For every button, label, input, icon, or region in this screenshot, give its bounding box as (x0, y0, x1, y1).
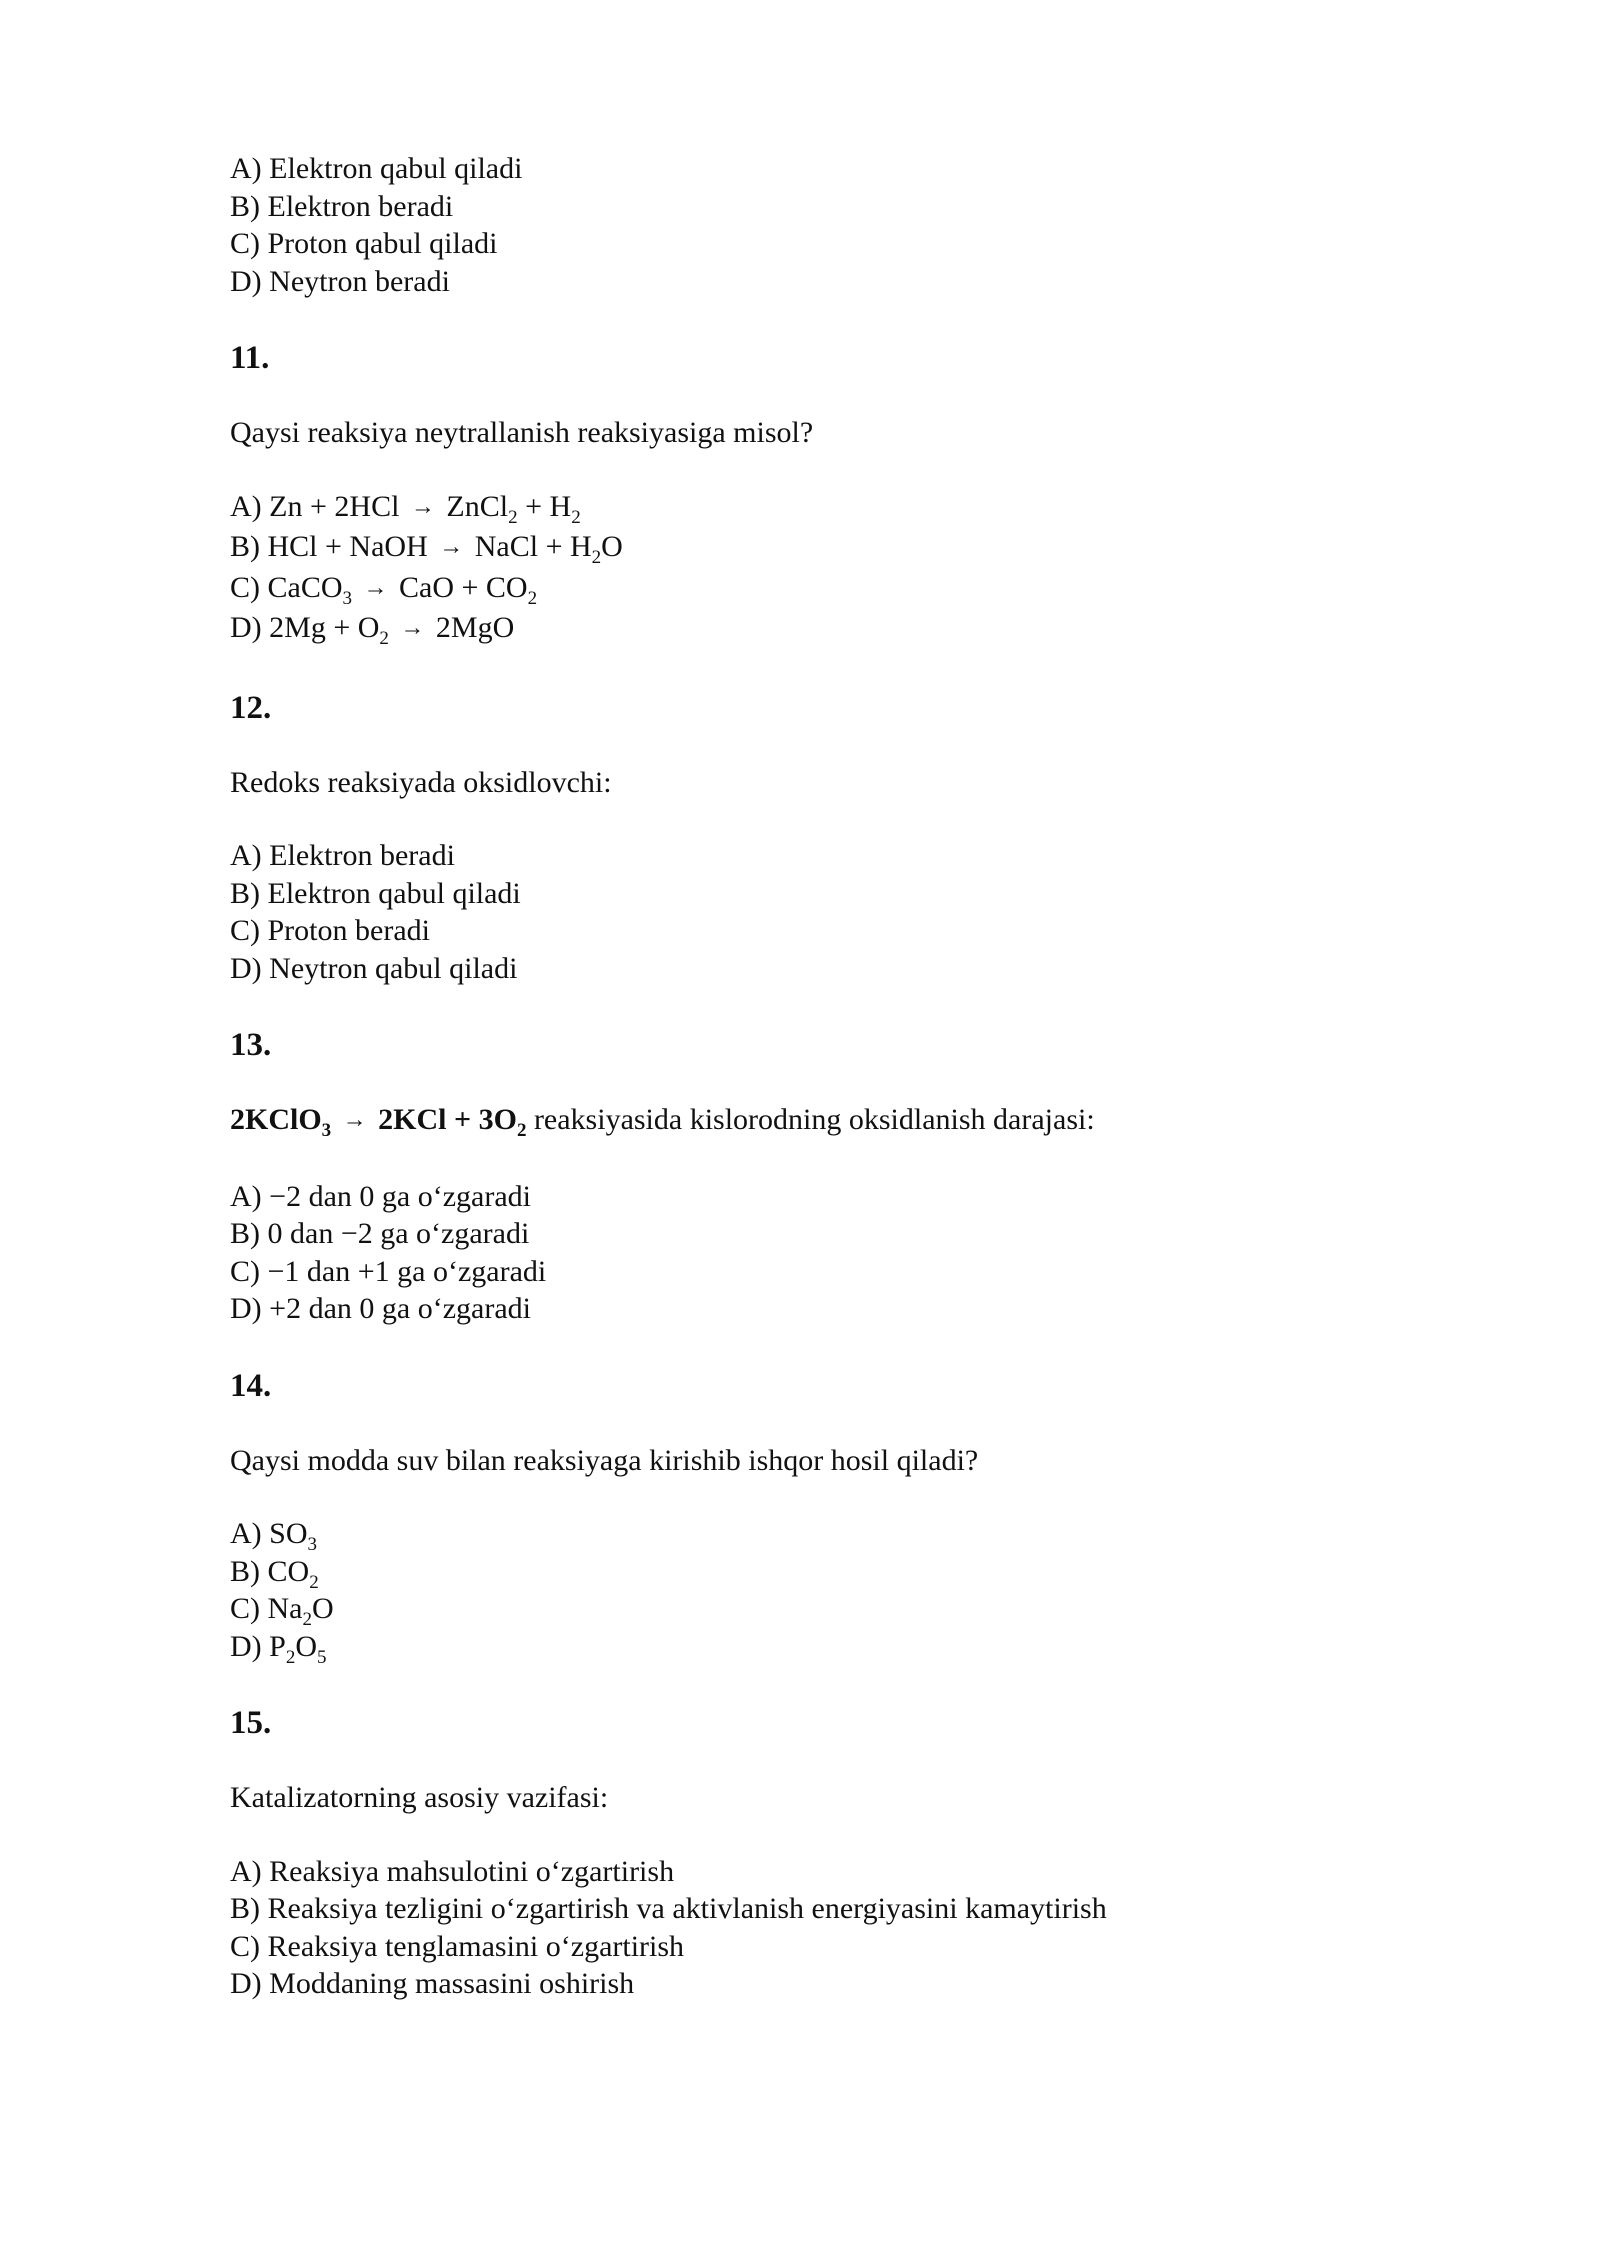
question-13-text: 2KClO$_3$ → $2KCl + 3O_2$ reaksiyasida kislorodning oksidlanish darajasi: (230, 1103, 1095, 1141)
option-a: A) Zn + 2HCl → ZnCl$_2$ + $H_2$ (230, 489, 581, 528)
option-c: C) CaCO$_3$ → CaO + $CO_2$ (230, 570, 538, 609)
option-a: A) −2 dan 0 ga o‘zgaradi (230, 1179, 531, 1213)
option-b: B) $CO_2$ (230, 1554, 319, 1593)
option-b: B) HCl + NaOH → NaCl + $H_2O$ (230, 530, 623, 568)
question-14-options (230, 1515, 1430, 1668)
option-c: C) $Na_2O$ (230, 1592, 334, 1630)
option-b: B) Elektron beradi (230, 189, 454, 223)
question-15-options (230, 1853, 1430, 2003)
question-14-number: 14. (230, 1367, 272, 1404)
question-11-options (230, 488, 1430, 650)
option-d: D) $2Mg + O_2 \to 2MgO$ (230, 611, 515, 649)
question-13-number: 13. (230, 1027, 272, 1063)
question-12-options (230, 837, 1430, 987)
question-13-options (230, 1178, 1430, 1328)
option-c: C) −1 dan +1 ga o‘zgaradi (230, 1254, 547, 1288)
option-a: A) Elektron beradi (230, 839, 455, 872)
document-page (230, 150, 1430, 2003)
option-d: D) Moddaning massasini oshirish (230, 1967, 635, 2000)
option-b: B) 0 dan −2 ga o‘zgaradi (230, 1217, 530, 1250)
option-d: D) +2 dan 0 ga o‘zgaradi (230, 1292, 531, 1325)
question-15-number: 15. (230, 1705, 272, 1741)
option-d: D) Neytron beradi (230, 264, 450, 298)
question-12-number: 12. (230, 689, 272, 726)
question-12-text: Redoks reaksiyada oksidlovchi: (230, 765, 612, 799)
question-11-number: 11. (230, 340, 270, 376)
option-b: B) Reaksiya tezligini o‘zgartirish va aktivlanish energiyasini kamaytirish (230, 1892, 1107, 1925)
option-d: D) $P_2O_5$ (230, 1629, 327, 1668)
option-c: C) Proton qabul qiladi (230, 227, 498, 260)
option-b: B) Elektron qabul qiladi (230, 876, 521, 910)
option-a: A) Elektron qabul qiladi (230, 152, 523, 185)
option-d: D) Neytron qabul qiladi (230, 951, 518, 985)
option-a: A) Reaksiya mahsulotini o‘zgartirish (230, 1854, 675, 1888)
option-a: A) $SO_3$ (230, 1517, 318, 1555)
question-15-text: Katalizatorning asosiy vazifasi: (230, 1781, 609, 1814)
question-14-text: Qaysi modda suv bilan reaksiyaga kirishib ishqor hosil qiladi? (230, 1443, 979, 1477)
question-10-options (230, 150, 1430, 300)
option-c: C) Reaksiya tenglamasini o‘zgartirish (230, 1929, 685, 1963)
option-c: C) Proton beradi (230, 914, 430, 947)
question-11-text: Qaysi reaksiya neytrallanish reaksiyasiga misol? (230, 416, 814, 449)
